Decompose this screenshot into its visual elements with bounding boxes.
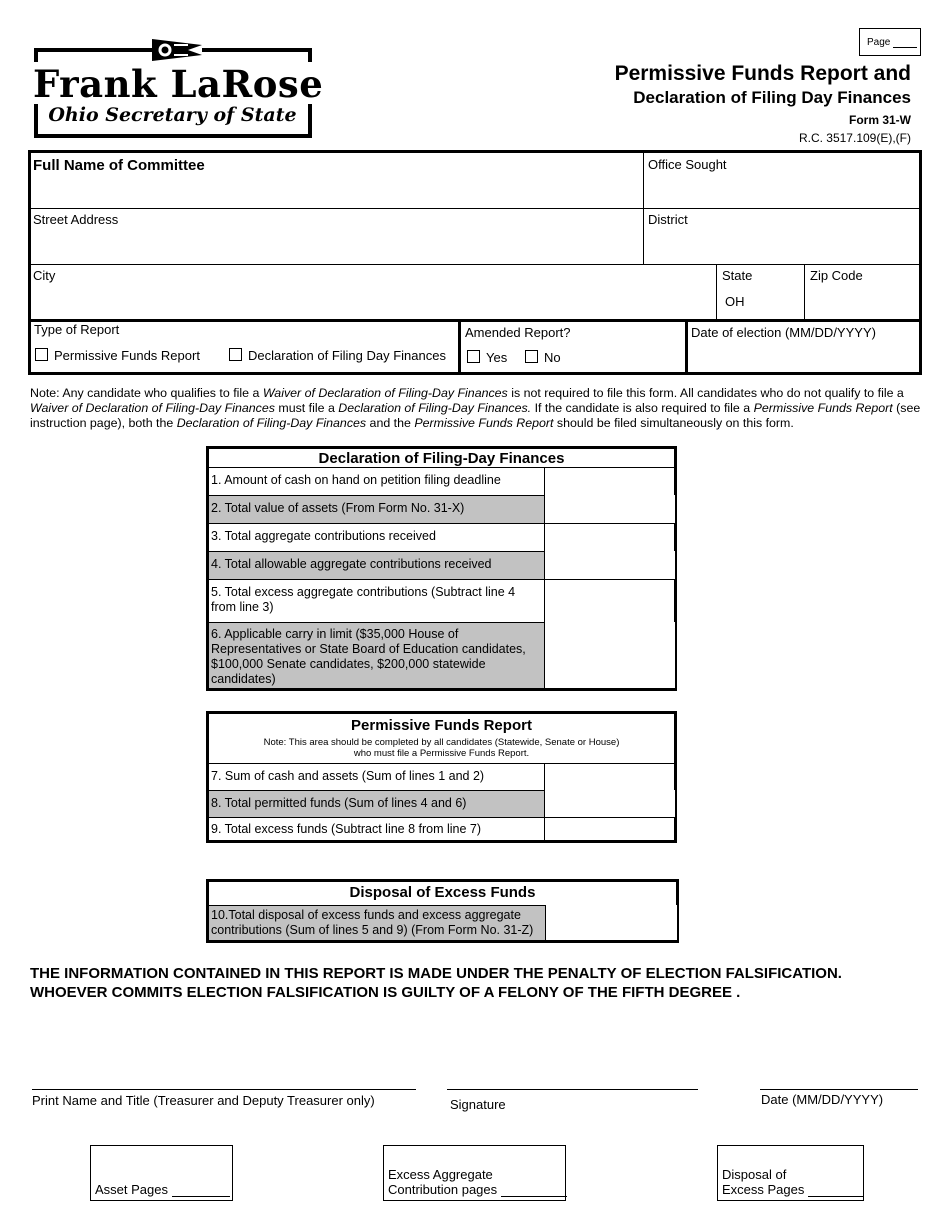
office-sought-field[interactable]: Office Sought (648, 157, 727, 172)
row-label: 6. Applicable carry in limit ($35,000 House of Representatives or State Board of Education candidates, $100,000 Senate candidates, $200,000 statewide candidates) (211, 627, 526, 686)
permissive-funds-option-label: Permissive Funds Report (54, 348, 200, 363)
row-label: 2. Total value of assets (From Form No. 31-X) (211, 501, 465, 515)
amended-yes-label: Yes (486, 350, 508, 365)
type-of-report-label: Type of Report (34, 322, 120, 337)
table-row (209, 551, 674, 579)
declaration-checkbox[interactable] (229, 348, 242, 361)
amended-no-label: No (544, 350, 561, 365)
table-row (209, 763, 674, 790)
disposal-table (206, 879, 679, 943)
table-row (209, 817, 674, 840)
line-7-amount[interactable] (544, 763, 675, 790)
declaration-option[interactable] (229, 348, 446, 363)
asset-pages-box[interactable] (90, 1145, 233, 1201)
table-row (209, 905, 676, 940)
amended-yes-checkbox[interactable] (467, 350, 480, 363)
amended-no-checkbox[interactable] (525, 350, 538, 363)
date-line[interactable] (760, 1089, 918, 1090)
state-label: State (722, 268, 753, 283)
permissive-funds-table (206, 711, 677, 843)
form-number: Form 31-W (848, 113, 911, 127)
form-subtitle: Declaration of Filing Day Finances (633, 88, 911, 107)
state-value[interactable]: OH (725, 294, 745, 309)
row-label: 7. Sum of cash and assets (Sum of lines 1 and 2) (211, 769, 485, 783)
table-row (209, 523, 674, 551)
row-label: 10.Total disposal of excess funds and excess aggregate contributions (Sum of lines 5 and 9) (From Form No. 31-Z) (211, 908, 534, 937)
table-row (209, 622, 674, 688)
page-number-box[interactable] (859, 28, 921, 56)
excess-aggregate-pages-box[interactable] (383, 1145, 566, 1201)
district-field[interactable]: District (648, 212, 688, 227)
disposal-pages-label-2: Excess Pages (722, 1182, 805, 1197)
city-field[interactable]: City (33, 268, 56, 283)
penalty-statement (30, 964, 842, 1002)
row-label: 5. Total excess aggregate contributions (Subtract line 4 from line 3) (211, 585, 516, 614)
amended-no-option[interactable] (525, 350, 561, 365)
print-name-label: Print Name and Title (Treasurer and Deputy Treasurer only) (32, 1093, 375, 1108)
print-name-line[interactable] (32, 1089, 416, 1090)
signature-label: Signature (450, 1097, 506, 1112)
table-row (209, 579, 674, 622)
statute-reference: R.C. 3517.109(E),(F) (798, 131, 911, 145)
declaration-title: Declaration of Filing-Day Finances (318, 450, 565, 467)
line-6-amount[interactable] (544, 622, 675, 688)
zip-code-field[interactable]: Zip Code (810, 268, 863, 283)
permissive-note-line1: Note: This area should be completed by all candidates (Statewide, Senate or House) (263, 737, 620, 748)
line-9-amount[interactable] (544, 817, 675, 840)
page-number-field[interactable] (893, 38, 917, 48)
excess-aggregate-label-1: Excess Aggregate (388, 1167, 493, 1182)
signature-line[interactable] (447, 1089, 698, 1090)
line-8-amount[interactable] (544, 790, 675, 817)
page-label: Page (867, 37, 891, 48)
declaration-table (206, 446, 677, 691)
line-4-amount[interactable] (544, 551, 675, 579)
asset-pages-label: Asset Pages (95, 1182, 168, 1197)
committee-info-grid (28, 150, 922, 375)
form-title: Permissive Funds Report and (614, 62, 911, 85)
disposal-pages-box[interactable] (717, 1145, 864, 1201)
election-date-field[interactable]: Date of election (MM/DD/YYYY) (691, 325, 876, 340)
committee-name-field[interactable]: Full Name of Committee (33, 157, 205, 174)
row-label: 4. Total allowable aggregate contributions received (211, 557, 492, 571)
street-address-field[interactable]: Street Address (33, 212, 119, 227)
disposal-pages-field[interactable] (808, 1184, 863, 1197)
amended-report-label: Amended Report? (465, 325, 571, 340)
row-label: 9. Total excess funds (Subtract line 8 from line 7) (211, 822, 482, 836)
table-row (209, 495, 674, 523)
permissive-funds-title: Permissive Funds Report (351, 717, 532, 734)
asset-pages-field[interactable] (172, 1184, 230, 1197)
filing-note: Note: Any candidate who qualifies to file a Waiver of Declaration of Filing-Day Finances is not required to file this form. All candidates who do not qualify to file a Waiver of Declaration of Filing-Day Finances must file a Declaration of Filing-Day Finances. If the candidate is also required to file a Permissive Funds Report (see instruction page), both the Declaration of Filing-Day Finances and the Permissive Funds Report should be filed simultaneously on this form. (30, 386, 921, 430)
penalty-line-1: THE INFORMATION CONTAINED IN THIS REPORT IS MADE UNDER THE PENALTY OF ELECTION FALSIFICATION. (30, 965, 842, 982)
secretary-of-state-logo (30, 32, 324, 142)
line-5-amount[interactable] (544, 579, 675, 622)
disposal-title: Disposal of Excess Funds (349, 884, 536, 901)
permissive-funds-checkbox[interactable] (35, 348, 48, 361)
row-label: 3. Total aggregate contributions received (211, 529, 436, 543)
excess-aggregate-label-2: Contribution pages (388, 1182, 498, 1197)
permissive-note-line2: who must file a Permissive Funds Report. (353, 748, 530, 759)
disposal-pages-label-1: Disposal of (722, 1167, 787, 1182)
line-10-amount[interactable] (545, 905, 677, 940)
excess-aggregate-pages-field[interactable] (501, 1184, 567, 1197)
amended-yes-option[interactable] (467, 350, 507, 365)
row-label: 1. Amount of cash on hand on petition filing deadline (211, 473, 501, 487)
table-row (209, 790, 674, 817)
table-row (209, 467, 674, 495)
logo-subtitle: Ohio Secretary of State (48, 104, 297, 126)
line-2-amount[interactable] (544, 495, 675, 523)
date-label: Date (MM/DD/YYYY) (761, 1092, 884, 1107)
ohio-flag-icon (150, 35, 204, 65)
declaration-option-label: Declaration of Filing Day Finances (248, 348, 446, 363)
row-label: 8. Total permitted funds (Sum of lines 4 and 6) (211, 796, 467, 810)
logo-name: Frank LaRose (33, 62, 324, 106)
permissive-funds-option[interactable] (35, 348, 200, 363)
line-3-amount[interactable] (544, 523, 675, 551)
line-1-amount[interactable] (544, 467, 675, 495)
penalty-line-2: WHOEVER COMMITS ELECTION FALSIFICATION IS GUILTY OF A FELONY OF THE FIFTH DEGREE . (30, 984, 741, 1001)
